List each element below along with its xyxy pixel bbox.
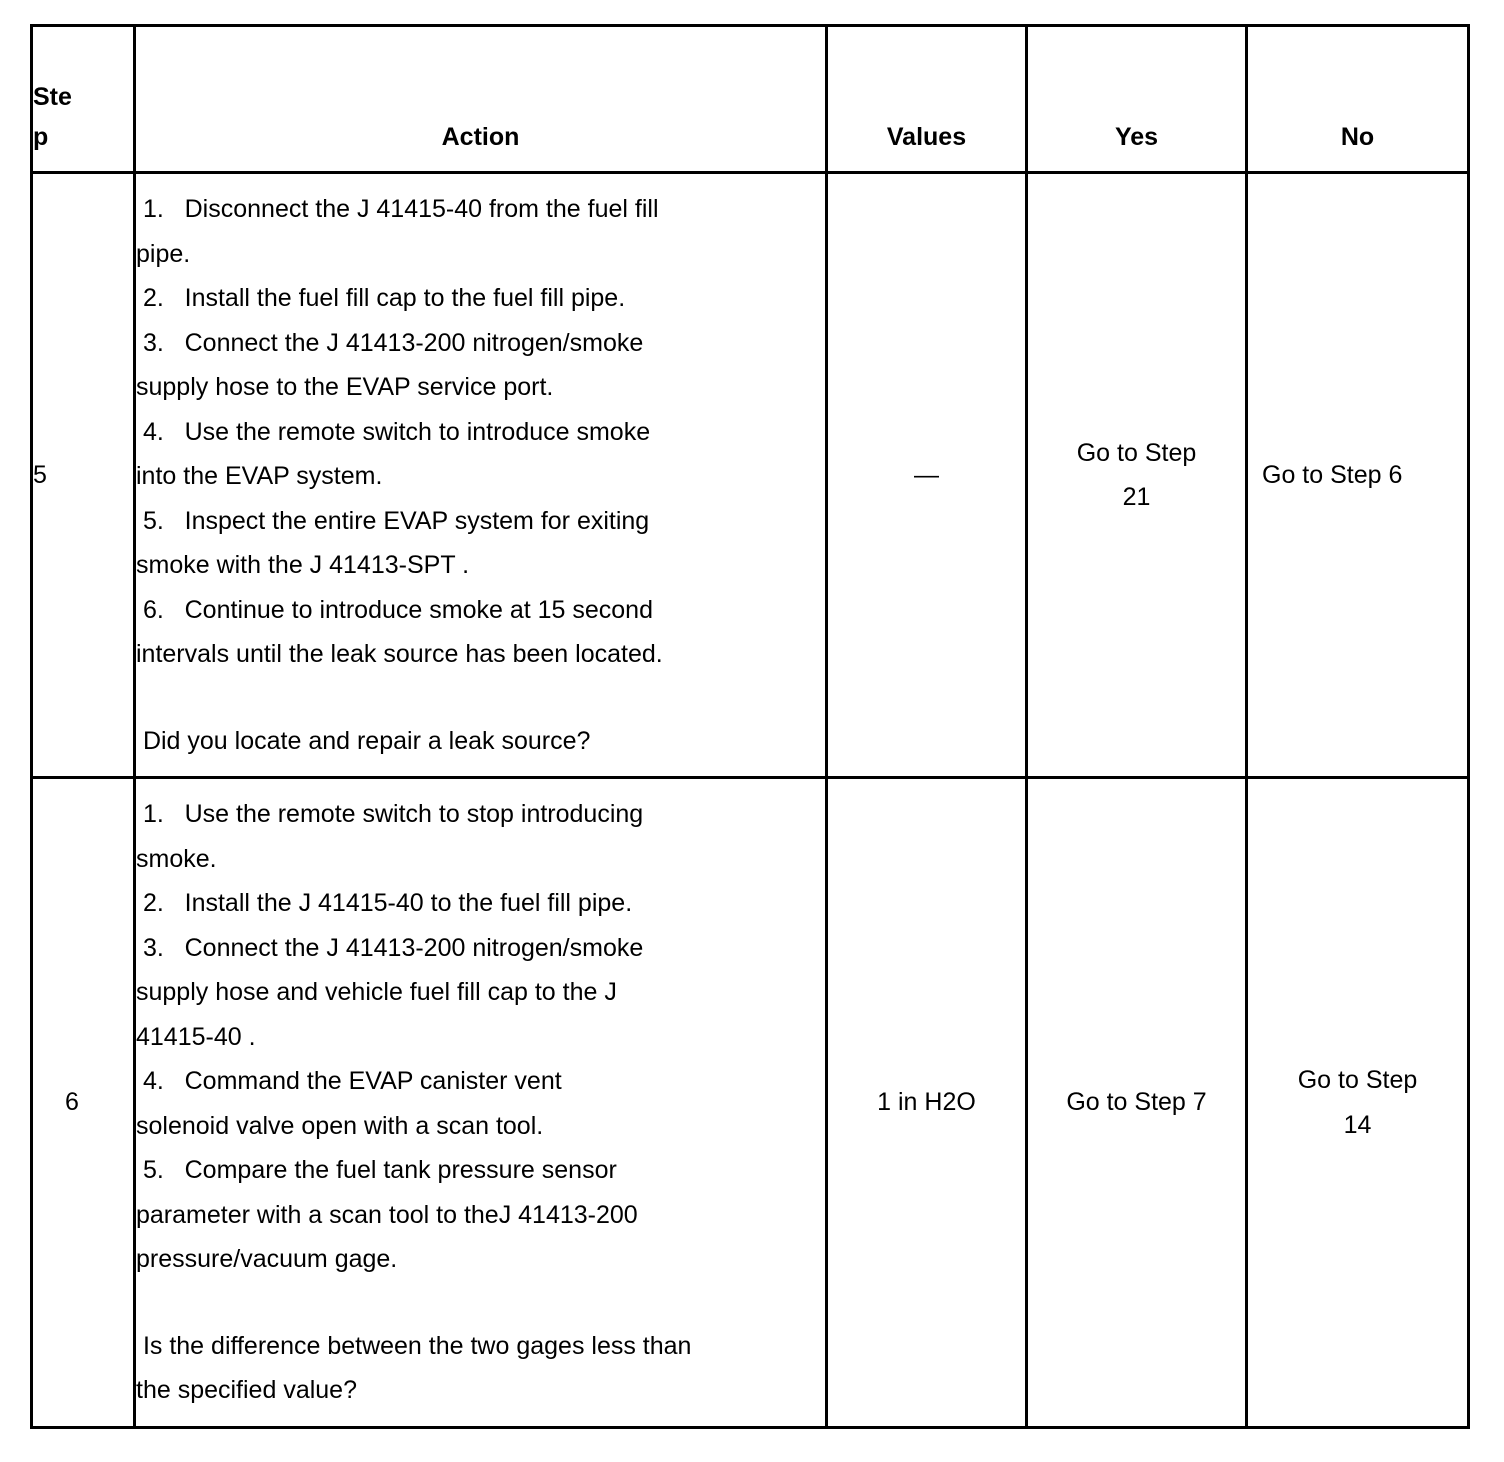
text-line: supply hose and vehicle fuel fill cap to the J xyxy=(136,978,617,1007)
text-line: intervals until the leak source has been located. xyxy=(136,640,663,668)
yes-cell xyxy=(1027,778,1247,1428)
header-action: Action xyxy=(135,26,827,173)
action-lines xyxy=(136,187,825,677)
header-values: Values xyxy=(827,26,1027,173)
text-line: smoke with the J 41413-SPT . xyxy=(136,551,470,579)
text-line: 4. Use the remote switch to introduce smoke xyxy=(136,417,651,446)
text-line: 1. Use the remote switch to stop introducing xyxy=(136,800,644,829)
table-header-row xyxy=(32,26,1469,173)
no-cell xyxy=(1247,778,1469,1428)
header-step: Step xyxy=(32,26,135,173)
table-row xyxy=(32,778,1469,1428)
text-line: parameter with a scan tool to theJ 41413-200 xyxy=(136,1200,638,1229)
text-line: into the EVAP system. xyxy=(136,462,383,490)
action-question xyxy=(136,719,825,764)
yes-lines xyxy=(1028,1080,1245,1125)
values-cell: — xyxy=(827,173,1027,778)
text-line: 2. Install the fuel fill cap to the fuel fill pipe. xyxy=(136,284,626,312)
text-line: solenoid valve open with a scan tool. xyxy=(136,1111,544,1140)
action-cell xyxy=(135,173,827,778)
text-line: Go to Step 6 xyxy=(1262,460,1403,489)
text-line: 5. Compare the fuel tank pressure sensor xyxy=(136,1156,617,1185)
text-line: 1. Disconnect the J 41415-40 from the fuel fill xyxy=(136,195,659,223)
text-line: 41415-40 . xyxy=(136,1022,256,1051)
values-cell: 1 in H2O xyxy=(827,778,1027,1428)
action-lines xyxy=(136,792,825,1282)
action-question xyxy=(136,1324,825,1413)
text-line: 3. Connect the J 41413-200 nitrogen/smoke xyxy=(136,328,644,357)
text-line: supply hose to the EVAP service port. xyxy=(136,373,554,401)
header-yes: Yes xyxy=(1027,26,1247,173)
no-lines xyxy=(1262,453,1467,498)
header-no: No xyxy=(1247,26,1469,173)
diagnostic-steps-table xyxy=(30,24,1470,1429)
yes-lines xyxy=(1028,431,1245,520)
step-number: 6 xyxy=(32,778,135,1428)
action-cell xyxy=(135,778,827,1428)
text-line: Go to Step 7 xyxy=(1066,1088,1207,1117)
text-line: Did you locate and repair a leak source? xyxy=(136,726,591,755)
text-line: the specified value? xyxy=(136,1376,357,1405)
text-line: 14 xyxy=(1343,1110,1372,1139)
table-row xyxy=(32,173,1469,778)
text-line: Is the difference between the two gages less than xyxy=(136,1331,692,1360)
yes-cell xyxy=(1027,173,1247,778)
text-line: smoke. xyxy=(136,844,217,873)
no-cell xyxy=(1247,173,1469,778)
text-line: 5. Inspect the entire EVAP system for exiting xyxy=(136,506,650,535)
text-line: pressure/vacuum gage. xyxy=(136,1245,398,1274)
step-number: 5 xyxy=(32,173,135,778)
text-line: 21 xyxy=(1122,483,1151,511)
text-line: 3. Connect the J 41413-200 nitrogen/smoke xyxy=(136,933,644,962)
text-line: 6. Continue to introduce smoke at 15 second xyxy=(136,595,653,624)
text-line: Go to Step xyxy=(1076,438,1197,467)
text-line: pipe. xyxy=(136,239,191,268)
text-line: 2. Install the J 41415-40 to the fuel fill pipe. xyxy=(136,889,633,918)
text-line: Go to Step xyxy=(1297,1066,1418,1094)
no-lines xyxy=(1248,1058,1467,1147)
text-line: 4. Command the EVAP canister vent xyxy=(136,1067,562,1096)
